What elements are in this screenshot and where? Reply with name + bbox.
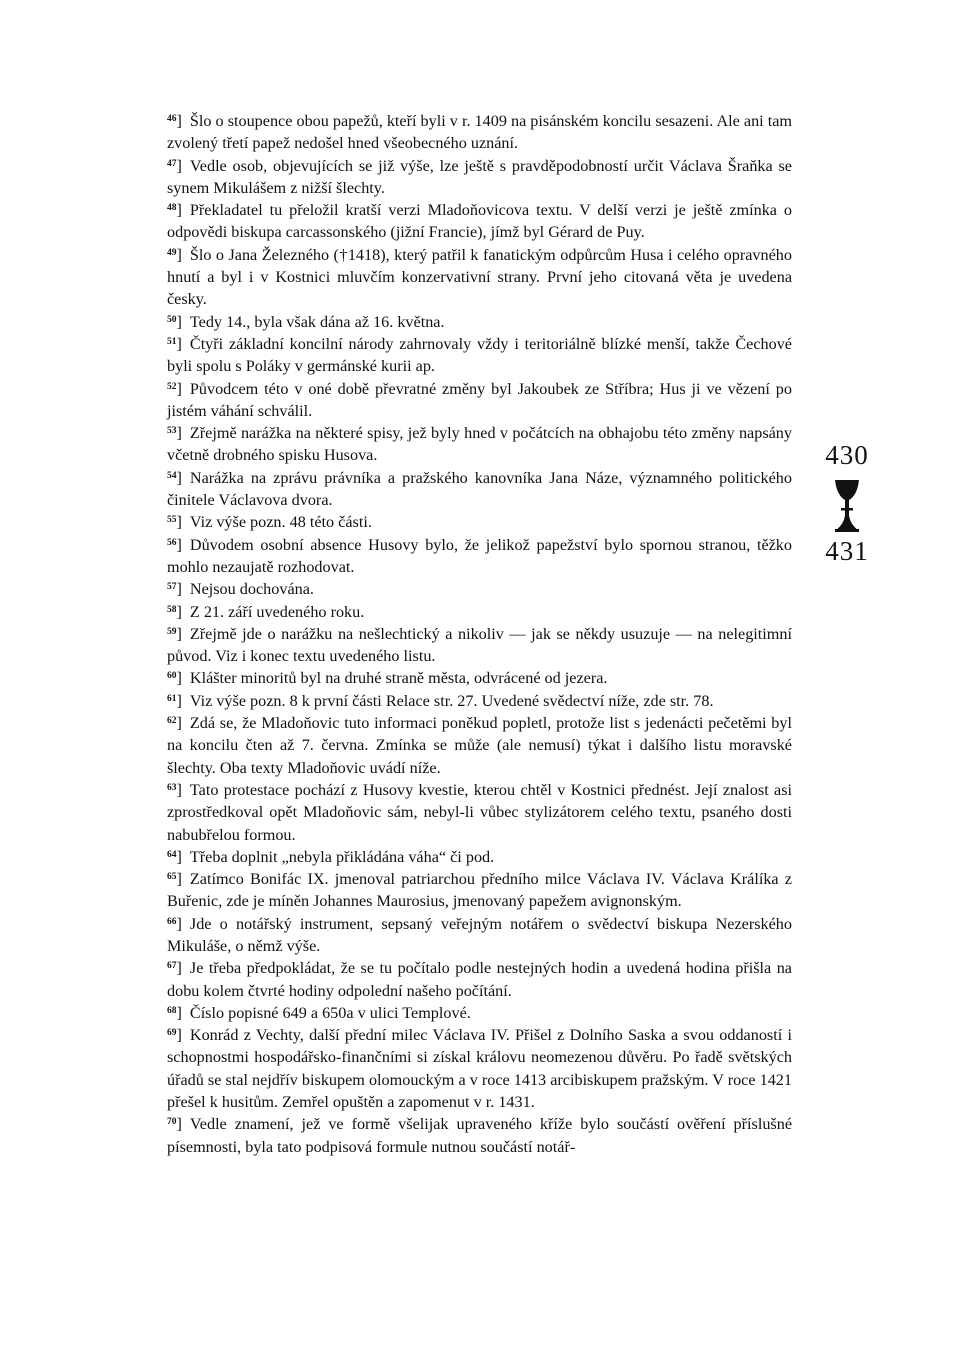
footnote-63 bbox=[167, 779, 792, 846]
footnote-bracket: ] bbox=[176, 112, 182, 130]
footnote-bracket: ] bbox=[176, 468, 182, 487]
footnote-65 bbox=[167, 868, 792, 913]
footnote-number: 63 bbox=[167, 782, 177, 793]
footnote-number: 56 bbox=[167, 537, 177, 548]
footnote-number: 64 bbox=[167, 849, 177, 860]
footnote-text: Viz výše pozn. 8 k první části Relace str. 27. Uvedené svědectví níže, zde str. 78. bbox=[189, 691, 714, 710]
footnote-text: Zřejmě narážka na některé spisy, jež byly hned v počátcích na obhajobu této změny napsány včetně drobného spisku Husova. bbox=[167, 424, 792, 465]
footnote-bracket: ] bbox=[176, 691, 182, 710]
footnote-number: 51 bbox=[167, 336, 177, 347]
footnote-bracket: ] bbox=[176, 1115, 182, 1134]
footnotes-list bbox=[167, 110, 792, 1158]
footnote-text: Třeba doplnit „nebyla přikládána váha“ či pod. bbox=[189, 847, 495, 866]
footnote-60 bbox=[167, 667, 792, 689]
footnote-bracket: ] bbox=[176, 1026, 182, 1045]
footnote-number: 53 bbox=[167, 426, 177, 437]
footnote-text: Šlo o stoupence obou papežů, kteří byli v r. 1409 na pisánském koncilu sesazeni. Ale ani tam zvolený třetí papež nedošel hned všeobecného uznání. bbox=[167, 112, 792, 153]
footnote-number: 59 bbox=[167, 626, 177, 637]
footnote-bracket: ] bbox=[176, 513, 182, 532]
footnote-text: Číslo popisné 649 a 650a v ulici Templové. bbox=[189, 1003, 471, 1022]
footnote-49 bbox=[167, 244, 792, 311]
footnote-text: Šlo o Jana Železného (†1418), který patřil k fanatickým odpůrcům Husa i celého opravného hnutí a byl i v Kostnici mluvčím konzervativní strany. První jeho citovaná věta je uvedena česky. bbox=[167, 245, 792, 309]
footnote-bracket: ] bbox=[176, 580, 182, 599]
footnote-bracket: ] bbox=[176, 870, 182, 889]
footnote-text: Zdá se, že Mladoňovic tuto informaci poněkud popletl, protože list s jedenácti pečetěmi byl na koncilu čten až 7. června. Zmínka se může (ale nemusí) týkat i dalšího listu moravské šlechty. Oba texty Mladoňovic uvádí níže. bbox=[167, 714, 792, 777]
footnote-bracket: ] bbox=[176, 424, 182, 443]
footnote-text: Jde o notářský instrument, sepsaný veřejným notářem o svědectví biskupa Nezerského Mikuláše, o němž výše. bbox=[167, 914, 792, 955]
footnote-bracket: ] bbox=[176, 245, 182, 264]
footnote-text: Zřejmě jde o narážku na nešlechtický a nikoliv — jak se někdy usuzuje — na nelegitimní původ. Viz i konec textu uvedeného listu. bbox=[167, 624, 792, 666]
footnote-text: Důvodem osobní absence Husovy bylo, že jelikož papežství bylo spornou stranou, těžko mohlo nezaujatě rozhodovat. bbox=[167, 535, 792, 576]
footnote-text: Je třeba předpokládat, že se tu počítalo podle nestejných hodin a uvedená hodina přišla na dobu kolem čtvrté hodiny odpolední našeho počítání. bbox=[167, 959, 792, 1000]
footnote-51 bbox=[167, 333, 792, 378]
footnote-62 bbox=[167, 712, 792, 779]
footnote-58 bbox=[167, 601, 792, 623]
footnote-bracket: ] bbox=[176, 714, 182, 733]
page-number-431: 431 bbox=[825, 536, 869, 566]
footnote-number: 55 bbox=[167, 515, 177, 526]
footnote-bracket: ] bbox=[176, 847, 182, 866]
footnote-text: Vedle osob, objevujících se již výše, lze ještě s pravděpodobností určit Václava Šraňka se synem Mikulášem z nižší šlechty. bbox=[167, 156, 792, 197]
footnote-number: 60 bbox=[167, 671, 177, 682]
page-number-430: 430 bbox=[825, 440, 869, 470]
footnote-number: 54 bbox=[167, 470, 177, 481]
footnote-text: Původcem této v oné době převratné změny byl Jakoubek ze Stříbra; Hus ji ve vězení po jistém váhání schválil. bbox=[167, 379, 792, 420]
footnote-66 bbox=[167, 913, 792, 958]
footnote-text: Tato protestace pochází z Husovy kvestie, kterou chtěl v Kostnici přednést. Její znalost asi zprostředkoval opět Mladoňovic sám, nebyl-li vůbec stylizátorem celého textu, psaného dosti nabubřelou formou. bbox=[167, 780, 792, 844]
footnote-number: 67 bbox=[167, 961, 177, 972]
footnote-number: 49 bbox=[167, 247, 177, 258]
footnote-bracket: ] bbox=[176, 379, 182, 398]
footnote-bracket: ] bbox=[176, 535, 182, 554]
footnote-number: 70 bbox=[167, 1117, 177, 1128]
footnote-68 bbox=[167, 1002, 792, 1024]
footnote-number: 69 bbox=[167, 1028, 177, 1039]
chalice-icon bbox=[834, 478, 860, 534]
footnote-55 bbox=[167, 511, 792, 533]
footnote-bracket: ] bbox=[176, 156, 182, 175]
footnote-number: 57 bbox=[167, 582, 177, 593]
footnote-number: 46 bbox=[167, 114, 177, 124]
footnote-bracket: ] bbox=[176, 201, 182, 220]
footnote-text: Konrád z Vechty, další přední milec Václava IV. Přišel z Dolního Saska a svou oddaností i schopnostmi hospodářsko-finančními si získal královu neomezenou důvěru. Po řadě světských úřadů se stal nejdřív biskupem olomouckým a v roce 1413 arcibiskupem pražským. V roce 1421 přešel k husitům. Zemřel opuštěn a zapomenut v r. 1431. bbox=[167, 1026, 792, 1112]
footnote-54 bbox=[167, 467, 792, 512]
footnote-56 bbox=[167, 534, 792, 579]
footnote-48 bbox=[167, 199, 792, 244]
footnote-bracket: ] bbox=[176, 334, 182, 353]
footnote-69 bbox=[167, 1024, 792, 1113]
footnote-bracket: ] bbox=[176, 914, 182, 933]
footnote-bracket: ] bbox=[176, 602, 182, 621]
footnote-number: 68 bbox=[167, 1005, 177, 1016]
footnote-number: 62 bbox=[167, 716, 177, 727]
footnote-bracket: ] bbox=[176, 780, 182, 799]
footnote-number: 50 bbox=[167, 314, 177, 325]
footnote-text: Tedy 14., byla však dána až 16. května. bbox=[189, 312, 445, 331]
footnote-text: Viz výše pozn. 48 této části. bbox=[189, 513, 372, 532]
footnote-number: 48 bbox=[167, 203, 177, 214]
footnote-bracket: ] bbox=[176, 1003, 182, 1022]
footnote-67 bbox=[167, 957, 792, 1002]
footnote-text: Narážka na zprávu právníka a pražského kanovníka Jana Náze, významného politického činitele Václavova dvora. bbox=[167, 468, 792, 510]
footnote-text: Klášter minoritů byl na druhé straně města, odvrácené od jezera. bbox=[189, 669, 608, 688]
footnote-number: 65 bbox=[167, 872, 177, 883]
footnote-number: 61 bbox=[167, 693, 177, 704]
footnote-text: Čtyři základní koncilní národy zahrnovaly vždy i teritoriálně blízké menší, takže Čechové byli spolu s Poláky v germánské kurii ap. bbox=[167, 334, 792, 376]
footnote-text: Překladatel tu přeložil kratší verzi Mladoňovicova textu. V delší verzi je ještě zmínka o odpovědi biskupa carcassonského (jižní Francie), jímž byl Gérard de Puy. bbox=[167, 201, 792, 242]
footnote-number: 47 bbox=[167, 158, 177, 169]
footnote-text: Zatímco Bonifác IX. jmenoval patriarchou předního milce Václava IV. Václava Králíka z Buřenic, zde je míněn Johannes Maurosius, jmenovaný papežem avignonským. bbox=[167, 870, 792, 911]
footnote-64 bbox=[167, 846, 792, 868]
footnote-61 bbox=[167, 690, 792, 712]
footnote-number: 66 bbox=[167, 916, 177, 927]
footnote-bracket: ] bbox=[176, 312, 182, 331]
footnote-text: Vedle znamení, jež ve formě všelijak upraveného kříže bylo součástí ověření příslušné písemnosti, byla tato podpisová formule nutnou součástí notář- bbox=[167, 1115, 792, 1156]
footnote-50 bbox=[167, 311, 792, 333]
footnote-text: Nejsou dochována. bbox=[189, 580, 314, 599]
footnote-46 bbox=[167, 110, 792, 155]
footnote-47 bbox=[167, 155, 792, 200]
footnote-57 bbox=[167, 578, 792, 600]
footnote-59 bbox=[167, 623, 792, 668]
footnote-53 bbox=[167, 422, 792, 467]
footnote-70 bbox=[167, 1113, 792, 1158]
footnote-bracket: ] bbox=[176, 959, 182, 978]
footnote-number: 52 bbox=[167, 381, 177, 392]
footnote-number: 58 bbox=[167, 604, 177, 615]
footnote-bracket: ] bbox=[176, 624, 182, 643]
footnote-text: Z 21. září uvedeného roku. bbox=[189, 602, 365, 621]
footnote-52 bbox=[167, 378, 792, 423]
footnote-bracket: ] bbox=[176, 669, 182, 688]
